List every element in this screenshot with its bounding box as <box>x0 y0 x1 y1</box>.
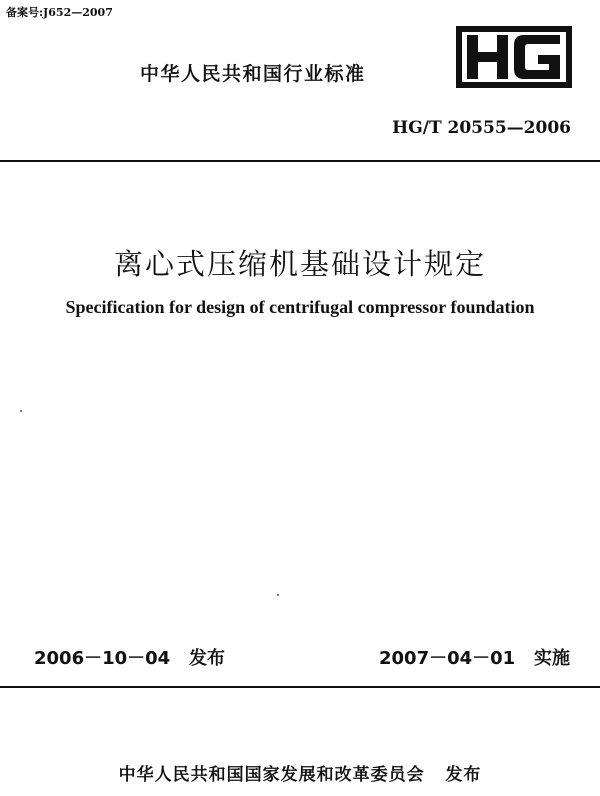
standard-number: HG/T 20555—2006 <box>392 118 571 138</box>
implementation-date: 2007－04－01 实施 <box>379 648 570 669</box>
issue-date: 2006－10－04 发布 <box>34 648 225 669</box>
top-rule <box>0 160 600 162</box>
issuing-authority: 中华人民共和国国家发展和改革委员会 发布 <box>118 765 482 785</box>
record-number: 备案号:J652—2007 <box>6 6 113 19</box>
bottom-rule <box>0 686 600 688</box>
scan-speck <box>277 594 279 596</box>
industry-standard-heading: 中华人民共和国行业标准 <box>140 63 366 85</box>
document-title-en: Specification for design of centrifugal compressor foundation <box>65 297 535 317</box>
document-title-zh: 离心式压缩机基础设计规定 <box>113 247 486 281</box>
hg-logo <box>456 26 572 88</box>
scan-speck <box>20 410 22 412</box>
